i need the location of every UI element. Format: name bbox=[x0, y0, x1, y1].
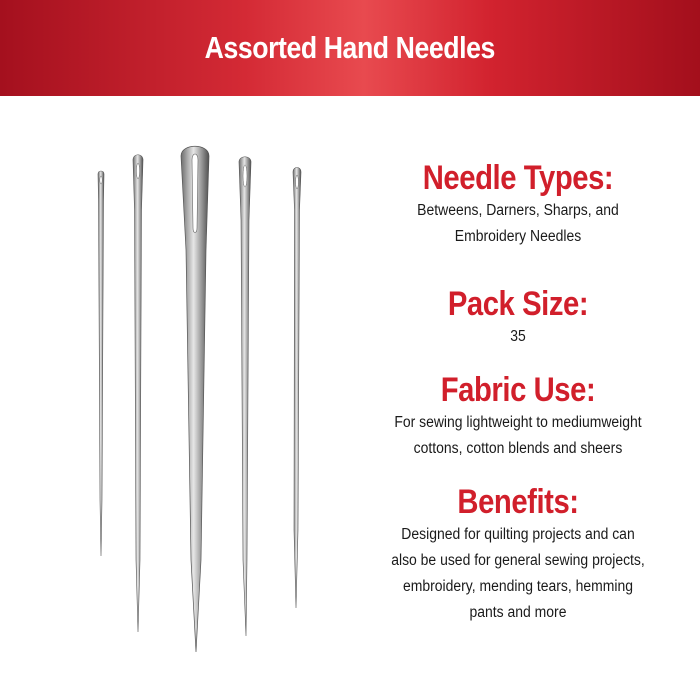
needle-types-line-2: Embroidery Needles bbox=[454, 228, 582, 245]
needle-3 bbox=[181, 146, 209, 652]
header-banner bbox=[0, 0, 700, 96]
benefits-line-4: pants and more bbox=[469, 604, 567, 621]
fabric-use-section bbox=[350, 370, 686, 462]
needle-types-line-1: Betweens, Darners, Sharps, and bbox=[417, 202, 619, 219]
needle-1 bbox=[98, 171, 104, 556]
needle-types-heading: Needle Types: bbox=[422, 159, 614, 197]
benefits-section bbox=[350, 482, 686, 626]
benefits-line-3: embroidery, mending tears, hemming bbox=[402, 578, 634, 595]
fabric-use-line-2: cottons, cotton blends and sheers bbox=[413, 440, 623, 457]
pack-size-value: 35 bbox=[510, 328, 526, 345]
benefits-heading: Benefits: bbox=[457, 483, 579, 521]
pack-size-heading: Pack Size: bbox=[447, 285, 589, 323]
needle-types-section bbox=[350, 158, 686, 250]
pack-size-section bbox=[350, 284, 686, 350]
fabric-use-line-1: For sewing lightweight to mediumweight bbox=[394, 414, 642, 431]
needle-5 bbox=[293, 168, 301, 609]
needle-4 bbox=[239, 157, 251, 636]
page-title: Assorted Hand Needles bbox=[204, 30, 496, 65]
needle-2 bbox=[133, 155, 143, 632]
sewing-needles-icon bbox=[80, 140, 330, 660]
needles-image bbox=[80, 140, 330, 660]
benefits-line-1: Designed for quilting projects and can bbox=[401, 526, 635, 543]
fabric-use-heading: Fabric Use: bbox=[440, 371, 596, 409]
benefits-line-2: also be used for general sewing projects, bbox=[391, 552, 645, 569]
